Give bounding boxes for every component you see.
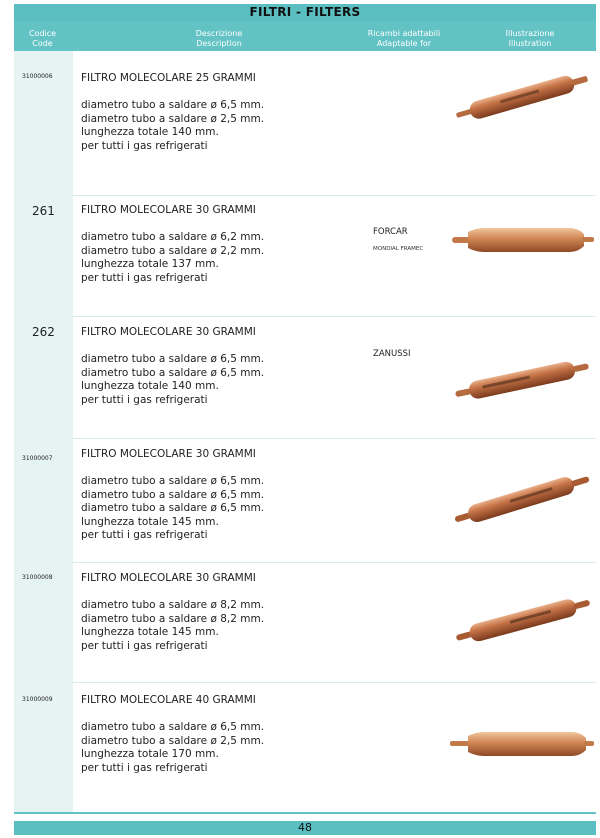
row-divider [73,682,596,683]
filter-drier-image [450,220,596,260]
spec-line: diametro tubo a saldare ø 6,5 mm. [81,366,265,379]
spec-line: lunghezza totale 170 mm. [81,748,219,760]
item-code: 262 [32,325,55,339]
row-divider [73,438,596,439]
compatible-brand-secondary: MONDIAL FRAMEC [373,246,424,252]
header-code [20,29,65,49]
spec-line: diametro tubo a saldare ø 6,5 mm. [81,721,265,733]
header-description-it: Descrizione [195,29,243,38]
compatible-brands [373,349,411,360]
header-illustration [480,29,580,49]
spec-line: lunghezza totale 145 mm. [81,515,219,528]
filter-drier-image [452,70,594,124]
item-description [81,448,341,543]
row-divider [73,195,596,196]
item-code: 31000008 [22,574,53,581]
filter-drier-image [452,355,594,405]
footer-divider [14,812,596,814]
spec-line: per tutti i gas refrigerati [81,393,208,406]
header-code-it: Codice [28,29,57,38]
item-code: 31000006 [22,73,53,80]
spec-line: diametro tubo a saldare ø 2,5 mm. [81,112,265,125]
item-title: FILTRO MOLECOLARE 30 GRAMMI [81,326,256,338]
spec-line: lunghezza totale 140 mm. [81,380,219,392]
spec-line: diametro tubo a saldare ø 6,5 mm. [81,488,265,501]
spec-line: diametro tubo a saldare ø 6,5 mm. [81,99,265,111]
item-title: FILTRO MOLECOLARE 30 GRAMMI [81,204,256,216]
spec-line: lunghezza totale 137 mm. [81,258,219,270]
spec-line: per tutti i gas refrigerati [81,761,208,774]
page-number: 48 [14,821,596,835]
row-divider [73,562,596,563]
compatible-brand: FORCAR [373,227,408,237]
header-description-en: Description [196,39,242,48]
item-title: FILTRO MOLECOLARE 40 GRAMMI [81,694,256,706]
item-code: 261 [32,204,55,218]
spec-line: per tutti i gas refrigerati [81,271,208,284]
spec-line: diametro tubo a saldare ø 2,2 mm. [81,244,265,257]
item-code: 31000009 [22,696,53,703]
item-description [81,572,341,653]
spec-line: per tutti i gas refrigerati [81,529,208,541]
header-compatible [354,29,454,49]
spec-line: per tutti i gas refrigerati [81,639,208,652]
header-illustration-it: Illustrazione [505,29,555,38]
item-description [81,72,341,153]
item-title: FILTRO MOLECOLARE 30 GRAMMI [81,572,256,584]
compatible-brand: ZANUSSI [373,349,411,359]
filter-drier-image [452,592,596,648]
compatible-brands [373,227,423,255]
spec-line: diametro tubo a saldare ø 6,5 mm. [81,502,265,514]
item-title: FILTRO MOLECOLARE 30 GRAMMI [81,448,256,460]
table-header [14,21,596,51]
header-description [154,29,284,49]
spec-line: diametro tubo a saldare ø 8,2 mm. [81,612,265,625]
row-divider [73,316,596,317]
spec-line: diametro tubo a saldare ø 6,2 mm. [81,231,265,243]
filter-drier-image [450,470,596,528]
spec-line: diametro tubo a saldare ø 6,5 mm. [81,475,265,487]
header-compatible-en: Adaptable for [376,39,432,48]
spec-line: diametro tubo a saldare ø 8,2 mm. [81,599,265,611]
item-description [81,204,341,285]
header-compatible-it: Ricambi adattabili [367,29,441,38]
spec-line: per tutti i gas refrigerati [81,139,208,152]
spec-line: diametro tubo a saldare ø 2,5 mm. [81,734,265,747]
page-title: FILTRI - FILTERS [14,4,596,21]
spec-line: lunghezza totale 140 mm. [81,126,219,138]
item-description [81,694,341,775]
filter-drier-image [448,724,596,764]
item-title: FILTRO MOLECOLARE 25 GRAMMI [81,72,256,84]
item-description [81,326,341,407]
header-code-en: Code [32,39,53,48]
header-illustration-en: Illustration [508,39,552,48]
spec-line: diametro tubo a saldare ø 6,5 mm. [81,353,265,365]
item-code: 31000007 [22,455,53,462]
spec-line: lunghezza totale 145 mm. [81,626,219,638]
